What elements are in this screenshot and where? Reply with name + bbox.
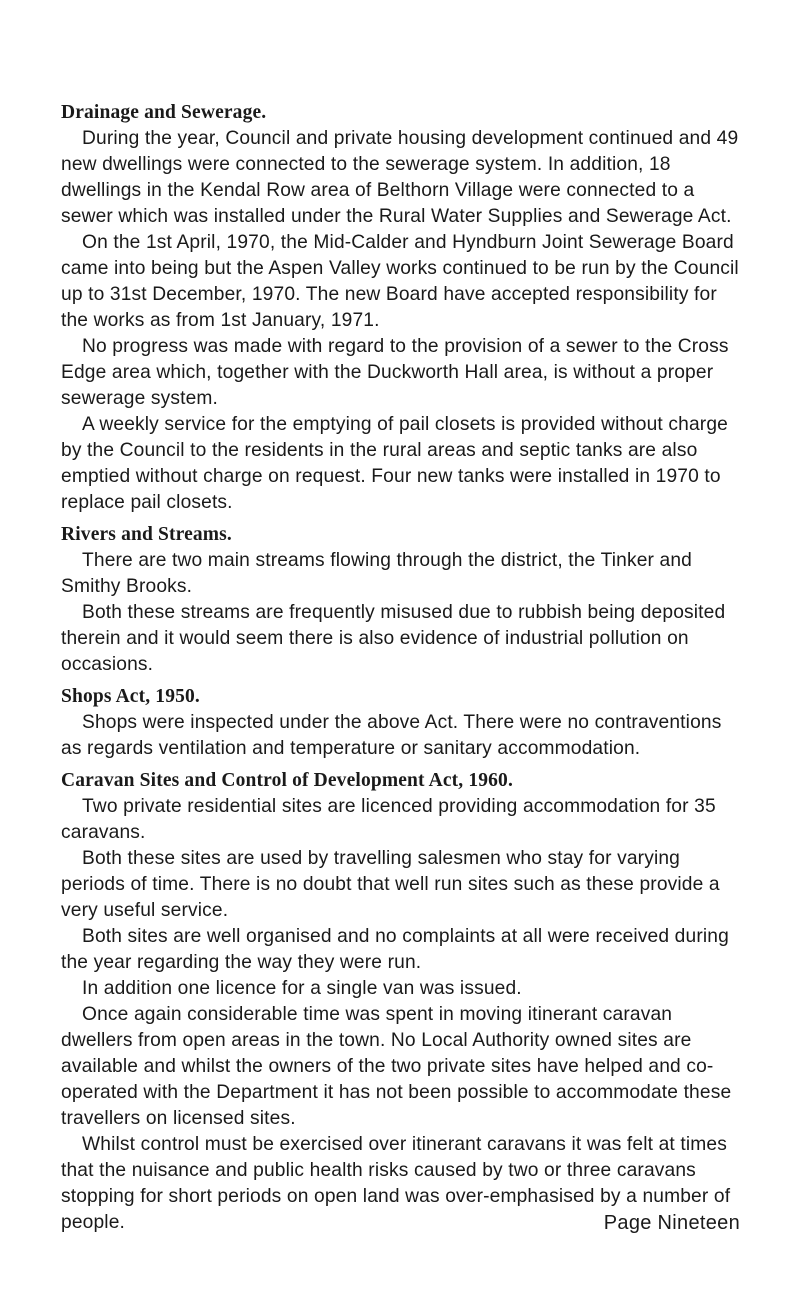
section-drainage-and-sewerage: [61, 100, 741, 516]
paragraph: No progress was made with regard to the provision of a sewer to the Cross Edge area which, together with the Duckworth Hall area, is without a proper sewerage system.: [61, 336, 729, 409]
section-heading: Rivers and Streams.: [61, 524, 232, 545]
section-shops-act: [61, 684, 741, 762]
paragraph: There are two main streams flowing through the district, the Tinker and Smithy Brooks.: [61, 550, 693, 597]
paragraph: During the year, Council and private housing development continued and 49 new dwellings were connected to the sewerage system. In addition, 18 dwellings in the Kendal Row area of Belthorn Village were connected to a sewer which was installed under the Rural Water Supplies and Sewerage Act.: [61, 128, 739, 227]
paragraph: A weekly service for the emptying of pail closets is provided without charge by the Council to the residents in the rural areas and septic tanks are also emptied without charge on request. Four new tanks were installed in 1970 to replace pail closets.: [61, 414, 728, 513]
section-heading: Drainage and Sewerage.: [61, 102, 267, 123]
paragraph: In addition one licence for a single van was issued.: [82, 978, 522, 999]
section-caravan-sites: [61, 768, 741, 1236]
paragraph: Two private residential sites are licenced providing accommodation for 35 caravans.: [61, 796, 716, 843]
section-rivers-and-streams: [61, 522, 741, 678]
paragraph: On the 1st April, 1970, the Mid-Calder and Hyndburn Joint Sewerage Board came into being but the Aspen Valley works continued to be run by the Council up to 31st December, 1970. The new Board have accepted responsibility for the works as from 1st January, 1971.: [61, 232, 739, 331]
paragraph: Whilst control must be exercised over itinerant caravans it was felt at times that the nuisance and public health risks caused by two or three caravans stopping for short periods on open land was over-emphasised by a number of people.: [61, 1134, 731, 1233]
paragraph: Both these sites are used by travelling salesmen who stay for varying periods of time. There is no doubt that well run sites such as these provide a very useful service.: [61, 848, 720, 921]
document-body: [61, 100, 741, 1242]
paragraph: Both sites are well organised and no complaints at all were received during the year regarding the way they were run.: [61, 926, 729, 973]
section-heading: Shops Act, 1950.: [61, 686, 200, 707]
paragraph: Once again considerable time was spent in moving itinerant caravan dwellers from open areas in the town. No Local Authority owned sites are available and whilst the owners of the two private sites have helped and co-operated with the Department it has not been possible to accommodate these travellers on licensed sites.: [61, 1004, 732, 1129]
paragraph: Both these streams are frequently misused due to rubbish being deposited therein and it would seem there is also evidence of industrial pollution on occasions.: [61, 602, 726, 675]
section-heading: Caravan Sites and Control of Development Act, 1960.: [61, 770, 513, 791]
page-number: Page Nineteen: [603, 1212, 740, 1234]
paragraph: Shops were inspected under the above Act. There were no contraventions as regards ventilation and temperature or sanitary accommodation.: [61, 712, 722, 759]
